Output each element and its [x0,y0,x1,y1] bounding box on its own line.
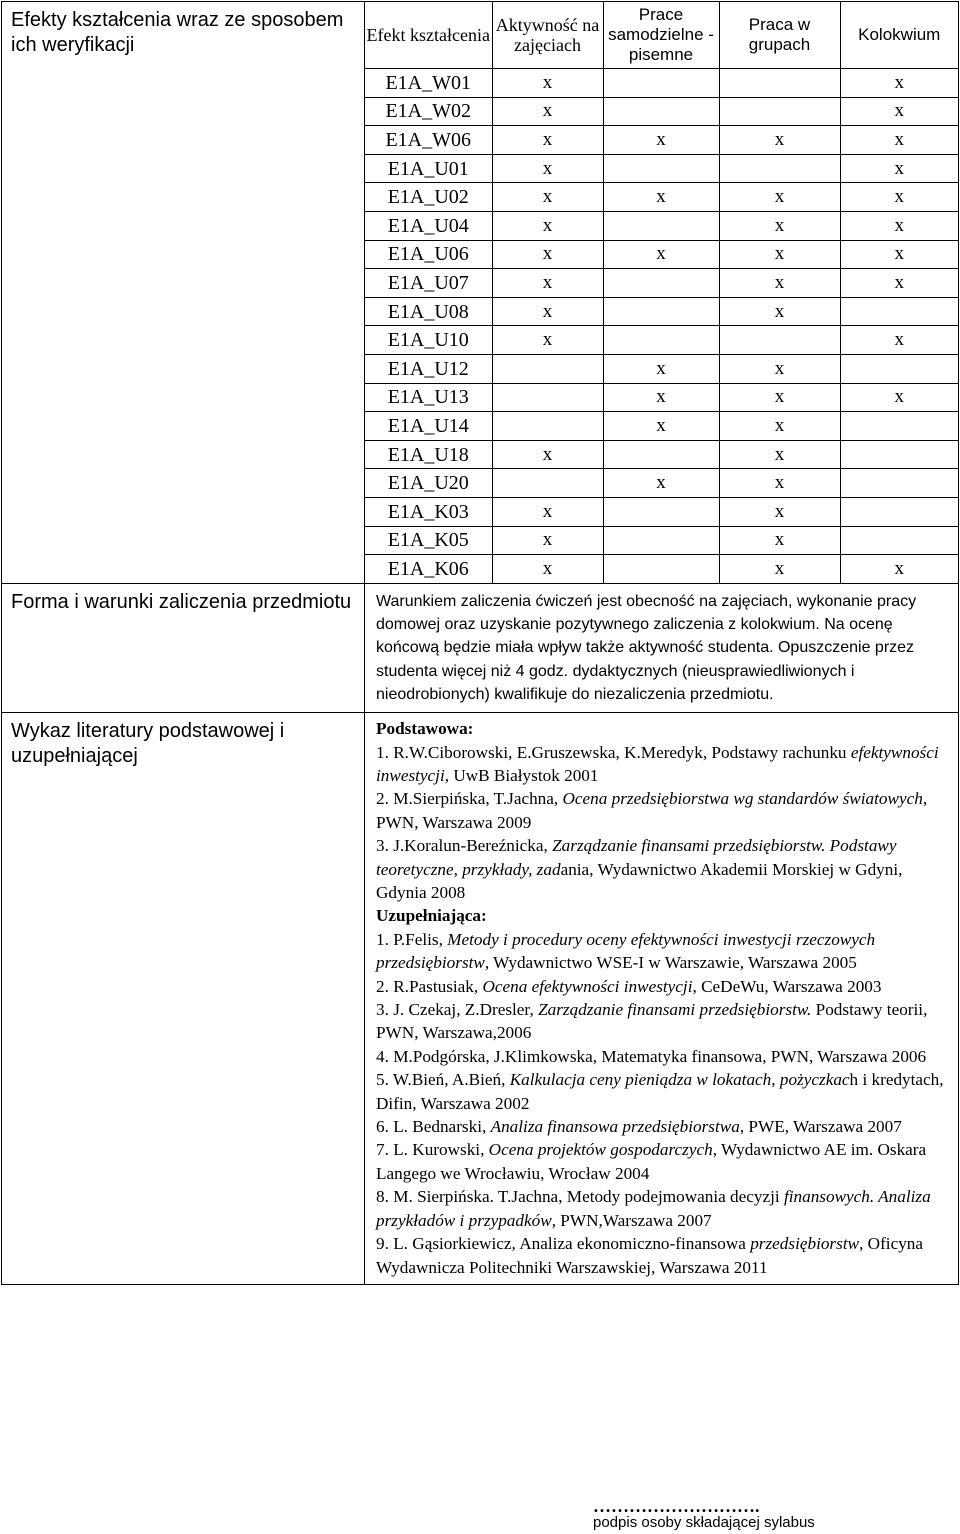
activity-mark: x [492,526,603,555]
colloquium-mark: x [840,97,958,126]
activity-mark: x [492,440,603,469]
activity-mark: x [492,297,603,326]
entry-text: Podstawy teorii, PWN, Warszawa,2006 [376,1000,928,1043]
group-work-mark: x [719,126,840,155]
entry-text: , PWE, Warszawa 2007 [739,1117,902,1137]
effect-row [365,240,958,269]
signature-caption: podpis osoby składającej sylabus [593,1514,815,1531]
literature-entry [376,1232,950,1279]
effect-row [365,269,958,298]
colloquium-mark: x [840,211,958,240]
entry-text: 6. L. Bednarski, [376,1117,491,1137]
entry-text: , PWN, Warszawa 2009 [376,789,928,832]
effect-row [365,326,958,355]
entry-text: 7. L. Kurowski, [376,1140,489,1160]
effect-row [365,412,958,441]
effect-row [365,497,958,526]
written-work-mark [603,297,719,326]
written-work-mark [603,526,719,555]
literature-entry [376,787,950,834]
written-work-mark [603,440,719,469]
activity-mark: x [492,183,603,212]
entry-text: 3. J. Czekaj, Z.Dresler, [376,1000,539,1020]
effect-code: E1A_U18 [365,440,492,469]
colloquium-mark: x [840,126,958,155]
activity-mark: x [492,240,603,269]
effect-code: E1A_U01 [365,154,492,183]
header-group-work: Praca w grupach [719,2,840,69]
entry-text: 2. R.Pastusiak, [376,976,483,996]
effects-label: Efekty kształcenia wraz ze sposobem ich weryfikacji [2,2,365,584]
activity-mark: x [492,269,603,298]
effect-code: E1A_U08 [365,297,492,326]
entry-text: 5. W.Bień, A.Bień, [376,1070,510,1090]
colloquium-mark [840,497,958,526]
effect-row [365,440,958,469]
entry-text: 3. J.Koralun-Bereźnicka, [376,836,553,856]
group-work-mark: x [719,297,840,326]
entry-text: , PWN,Warszawa 2007 [551,1210,712,1230]
colloquium-mark [840,526,958,555]
written-work-mark: x [603,240,719,269]
written-work-mark [603,69,719,98]
effect-code: E1A_U10 [365,326,492,355]
group-work-mark [719,154,840,183]
colloquium-mark: x [840,269,958,298]
header-activity: Aktywność na zajęciach [492,2,603,69]
group-work-mark: x [719,269,840,298]
effect-row [365,297,958,326]
written-work-mark: x [603,412,719,441]
literature-entry [376,975,950,998]
entry-text: , Oficyna Wydawnicza Politechniki Warszawskiej, Warszawa 2011 [376,1234,924,1277]
group-work-mark [719,69,840,98]
entry-text: 4. M.Podgórska, J.Klimkowska, Matematyka finansowa, PWN, Warszawa 2006 [376,1046,927,1066]
signature-dots: ………………………. [593,1496,760,1516]
effect-code: E1A_U12 [365,354,492,383]
entry-title: Analiza finansowa przedsiębiorstwa [490,1117,740,1137]
group-work-mark [719,97,840,126]
activity-mark: x [492,154,603,183]
colloquium-mark: x [840,183,958,212]
colloquium-mark [840,469,958,498]
supplementary-literature-list [376,928,950,1279]
entry-title: Ocena projektów gospodarczych [488,1140,713,1160]
conditions-text: Warunkiem zaliczenia ćwiczeń jest obecność na zajęciach, wykonanie pracy domowej oraz uzyskanie pozytywnego zaliczenia z kolokwium. Na ocenę końcową będzie miała wpływ także aktywność studenta. Opuszczenie przez studenta więcej niż 4 godz. dydaktycznych (nieusprawiedliwionych i nieodrobionych) kwalifikuje do niezaliczenia przedmiotu. [365,583,959,712]
colloquium-mark [840,412,958,441]
basic-literature-list [376,741,950,905]
effect-code: E1A_U13 [365,383,492,412]
effect-code: E1A_W06 [365,126,492,155]
group-work-mark: x [719,240,840,269]
header-colloquium: Kolokwium [840,2,958,69]
effect-row [365,211,958,240]
group-work-mark: x [719,497,840,526]
effect-code: E1A_K05 [365,526,492,555]
written-work-mark [603,211,719,240]
literature-entry [376,1185,950,1232]
effect-code: E1A_W01 [365,69,492,98]
literature-label: Wykaz literatury podstawowej i uzupełniającej [2,713,365,1285]
effect-row [365,69,958,98]
group-work-mark: x [719,412,840,441]
written-work-mark [603,326,719,355]
literature-entry [376,1045,950,1068]
activity-mark: x [492,126,603,155]
entry-title: Ocena przedsiębiorstwa wg standardów światowych [562,789,923,809]
effect-code: E1A_U07 [365,269,492,298]
effect-row [365,526,958,555]
literature-entry [376,741,950,788]
entry-title: Zarządzanie finansami przedsiębiorstw. [538,1000,812,1020]
effect-code: E1A_U02 [365,183,492,212]
written-work-mark: x [603,469,719,498]
literature-entry [376,834,950,904]
entry-text: 8. M. Sierpińska. T.Jachna, Metody podejmowania decyzji [376,1187,784,1207]
colloquium-mark [840,297,958,326]
group-work-mark: x [719,183,840,212]
effects-row [2,2,959,584]
header-written-work: Prace samodzielne - pisemne [603,2,719,69]
entry-text: 9. L. Gąsiorkiewicz, Analiza ekonomiczno-finansowa [376,1234,751,1254]
colloquium-mark: x [840,326,958,355]
effect-row [365,383,958,412]
entry-text: , CeDeWu, Warszawa 2003 [692,976,882,996]
activity-mark [492,354,603,383]
effects-matrix [365,2,958,583]
basic-heading: Podstawowa: [376,719,474,739]
header-effect: Efekt kształcenia [365,2,492,69]
literature-entry [376,998,950,1045]
effect-row [365,154,958,183]
effects-cell [365,2,959,584]
effect-row [365,126,958,155]
written-work-mark [603,97,719,126]
written-work-mark [603,269,719,298]
effect-code: E1A_K06 [365,555,492,583]
colloquium-mark [840,354,958,383]
activity-mark [492,383,603,412]
form-label: Forma i warunki zaliczenia przedmiotu [2,583,365,712]
written-work-mark: x [603,383,719,412]
entry-text: 2. M.Sierpińska, T.Jachna, [376,789,563,809]
group-work-mark: x [719,383,840,412]
effect-code: E1A_W02 [365,97,492,126]
written-work-mark: x [603,183,719,212]
entry-text: , Wydawnictwo WSE-I w Warszawie, Warszawa 2005 [484,953,857,973]
entry-text: 1. R.W.Ciborowski, E.Gruszewska, K.Meredyk, Podstawy rachunku [376,742,851,762]
entry-text: , UwB Białystok 2001 [444,765,599,785]
group-work-mark: x [719,526,840,555]
activity-mark: x [492,211,603,240]
effect-row [365,183,958,212]
entry-text: h i kredytach, Difin, Warszawa 2002 [376,1070,944,1113]
written-work-mark: x [603,126,719,155]
group-work-mark: x [719,440,840,469]
effect-code: E1A_U20 [365,469,492,498]
colloquium-mark [840,440,958,469]
activity-mark: x [492,97,603,126]
effect-code: E1A_U06 [365,240,492,269]
activity-mark [492,412,603,441]
effect-row [365,354,958,383]
literature-cell [365,713,959,1285]
activity-mark: x [492,497,603,526]
colloquium-mark: x [840,555,958,583]
literature-entry [376,1068,950,1115]
written-work-mark [603,497,719,526]
entry-text: 1. P.Felis, [376,929,448,949]
activity-mark: x [492,326,603,355]
effect-code: E1A_K03 [365,497,492,526]
entry-title: Kalkulacja ceny pieniądza w lokatach, pożyczkac [509,1070,850,1090]
literature-entry [376,928,950,975]
effect-code: E1A_U04 [365,211,492,240]
literature-entry [376,1138,950,1185]
group-work-mark: x [719,555,840,583]
effect-row [365,97,958,126]
entry-title: Metody i procedury oceny efektywności inwestycji rzeczowych przedsiębiorstw [376,929,876,973]
activity-mark: x [492,69,603,98]
supplementary-heading: Uzupełniająca: [376,906,487,926]
entry-text: ania, Wydawnictwo Akademii Morskiej w Gdyni, Gdynia 2008 [376,859,903,903]
written-work-mark [603,154,719,183]
colloquium-mark: x [840,383,958,412]
group-work-mark: x [719,211,840,240]
literature-entry [376,1115,950,1138]
written-work-mark [603,555,719,583]
effect-code: E1A_U14 [365,412,492,441]
group-work-mark: x [719,469,840,498]
effect-row [365,555,958,583]
effects-header-row [365,2,958,69]
activity-mark [492,469,603,498]
colloquium-mark: x [840,69,958,98]
entry-text: , Wydawnictwo AE im. Oskara Langego we Wrocławiu, Wrocław 2004 [376,1140,927,1183]
form-row [2,583,959,712]
colloquium-mark: x [840,154,958,183]
entry-title: finansowych. Analiza przykładów i przypadków [376,1187,931,1230]
effect-row [365,469,958,498]
group-work-mark [719,326,840,355]
entry-title: przedsiębiorstw [750,1234,860,1254]
literature-row [2,713,959,1285]
activity-mark: x [492,555,603,583]
written-work-mark: x [603,354,719,383]
entry-title: efektywności inwestycji [376,742,939,785]
colloquium-mark: x [840,240,958,269]
entry-title: Ocena efektywności inwestycji [482,976,693,996]
group-work-mark: x [719,354,840,383]
entry-title: Zarządzanie finansami przedsiębiorstw. Podstawy teoretyczne, przykłady, zad [376,836,897,879]
syllabus-table [1,1,959,1285]
